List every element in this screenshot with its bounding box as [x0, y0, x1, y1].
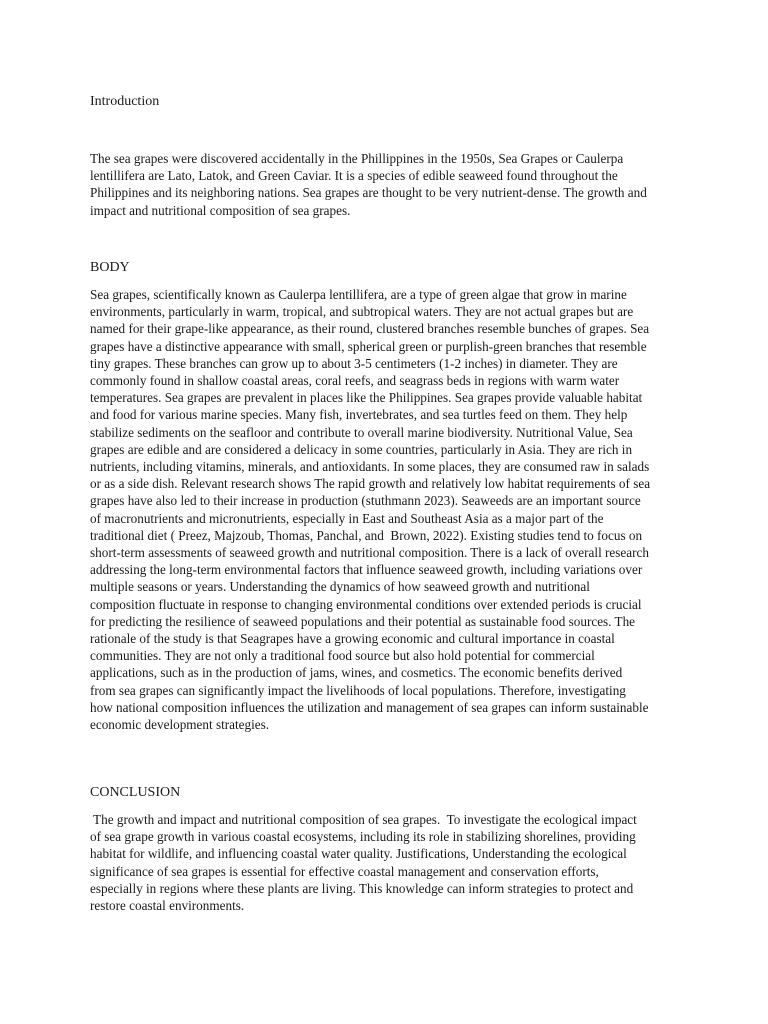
text-line: addressing the long-term environmental factors that influence seaweed growth, including variations over — [90, 562, 643, 578]
text-line: applications, such as in the production of jams, wines, and cosmetics. The economic benefits derived — [90, 665, 623, 681]
body-heading: BODY — [90, 260, 130, 275]
text-line: impact and nutritional composition of sea grapes. — [90, 202, 351, 218]
text-line: especially in regions where these plants are living. This knowledge can inform strategies to protect and — [90, 880, 634, 896]
text-line: tiny grapes. These branches can grow up to about 3-5 centimeters (1-2 inches) in diameter. They are — [90, 355, 618, 371]
text-line: habitat for wildlife, and influencing coastal water quality. Justifications, Understanding the ecological — [90, 846, 627, 862]
text-line: multiple seasons or years. Understanding the dynamics of how seaweed growth and nutritional — [90, 579, 590, 595]
text-line: from sea grapes can significantly impact the livelihoods of local populations. Therefore, investigating — [90, 682, 626, 698]
text-line: grapes are edible and are considered a delicacy in some countries, particularly in Asia. They are rich in — [90, 441, 633, 457]
text-line: restore coastal environments. — [90, 898, 245, 914]
text-line: or as a side dish. Relevant research shows The rapid growth and relatively low habitat requirements of sea — [90, 476, 651, 492]
text-line: stabilize sediments on the seafloor and contribute to overall marine biodiversity. Nutritional Value, Sea — [90, 424, 633, 440]
text-line: traditional diet ( Preez, Majzoub, Thomas, Panchal, and Brown, 2022). Existing studies tend to focus on — [90, 527, 643, 543]
introduction-heading: Introduction — [90, 94, 160, 109]
text-line: temperatures. Sea grapes are prevalent in places like the Philippines. Sea grapes provide valuable habitat — [90, 390, 643, 406]
text-line: commonly found in shallow coastal areas, coral reefs, and seagrass beds in regions with warm water — [90, 373, 620, 389]
text-line: lentillifera are Lato, Latok, and Green Caviar. It is a species of edible seaweed found throughout the — [90, 168, 618, 184]
text-line: Philippines and its neighboring nations. Sea grapes are thought to be very nutrient-dense. The growth and — [90, 185, 647, 201]
conclusion-heading: CONCLUSION — [90, 785, 181, 800]
introduction-paragraph — [90, 150, 680, 219]
text-line: how national composition influences the utilization and management of sea grapes can inform sustainable — [90, 699, 649, 715]
text-line: significance of sea grapes is essential for effective coastal management and conservation efforts, — [90, 863, 599, 879]
text-line: and food for various marine species. Many fish, invertebrates, and sea turtles feed on them. They help — [90, 407, 628, 423]
text-line: The growth and impact and nutritional composition of sea grapes. To investigate the ecological impact — [90, 812, 637, 827]
conclusion-paragraph — [90, 811, 680, 914]
text-line: of sea grape growth in various coastal ecosystems, including its role in stabilizing shorelines, providing — [90, 829, 636, 845]
text-line: short-term assessments of seaweed growth and nutritional composition. There is a lack of overall research — [90, 545, 649, 561]
text-line: of macronutrients and micronutrients, especially in East and Southeast Asia as a major part of the — [90, 510, 604, 526]
text-line: environments, particularly in warm, tropical, and subtropical waters. They are not actual grapes but are — [90, 304, 634, 320]
text-line: composition fluctuate in response to changing environmental conditions over extended periods is crucial — [90, 596, 642, 612]
text-line: nutrients, including vitamins, minerals, and antioxidants. In some places, they are consumed raw in salads — [90, 459, 650, 475]
text-line: The sea grapes were discovered accidentally in the Phillippines in the 1950s, Sea Grapes or Caulerpa — [90, 151, 624, 166]
text-line: communities. They are not only a traditional food source but also hold potential for commercial — [90, 648, 595, 664]
text-line: for predicting the resilience of seaweed populations and their potential as sustainable food sources. The — [90, 613, 636, 629]
text-line: rationale of the study is that Seagrapes have a growing economic and cultural importance in coastal — [90, 631, 615, 647]
body-paragraph — [90, 286, 680, 733]
text-line: Sea grapes, scientifically known as Caulerpa lentillifera, are a type of green algae that grow in marine — [90, 287, 627, 302]
text-line: named for their grape-like appearance, as their round, clustered branches resemble bunches of grapes. Sea — [90, 321, 650, 337]
text-line: grapes have also led to their increase in production (stuthmann 2023). Seaweeds are an important source — [90, 493, 641, 509]
text-line: grapes have a distinctive appearance with small, spherical green or purplish-green branches that resemble — [90, 338, 647, 354]
text-line: economic development strategies. — [90, 717, 270, 733]
